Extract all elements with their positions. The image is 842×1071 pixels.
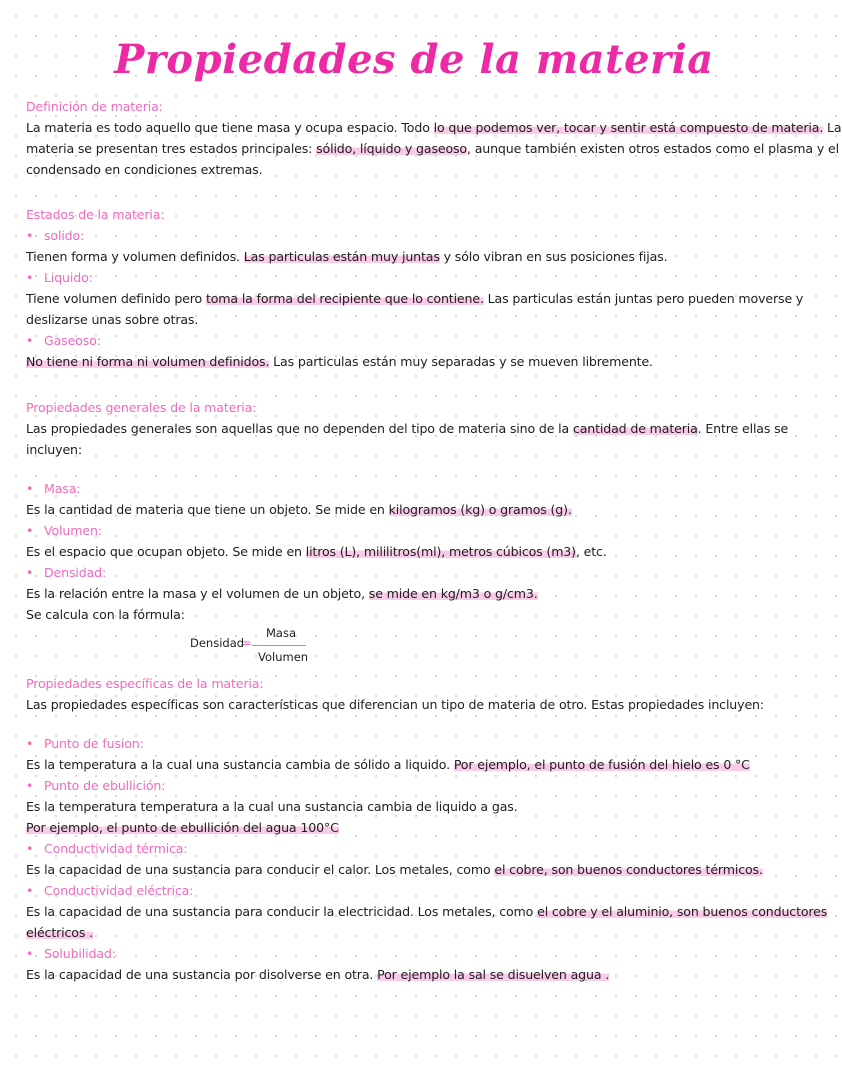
text: Las particulas están juntas pero pueden moverse y bbox=[483, 291, 804, 306]
highlighted-text: el cobre, son buenos conductores térmicos. bbox=[494, 862, 763, 877]
text: , aunque también existen otros estados como el plasma y el bbox=[466, 141, 839, 156]
bullet-icon: • bbox=[26, 841, 34, 856]
bullet-icon: • bbox=[26, 778, 34, 793]
section-definicion bbox=[26, 96, 842, 180]
highlighted-text: No tiene ni forma ni volumen definidos. bbox=[26, 354, 270, 369]
formula-lhs: Densidad bbox=[190, 636, 245, 650]
spacer bbox=[26, 460, 800, 478]
highlighted-text: Por ejemplo la sal se disuelven agua . bbox=[377, 967, 610, 982]
item-label: Conductividad eléctrica: bbox=[44, 883, 194, 898]
formula-numerator: Masa bbox=[266, 626, 297, 640]
paragraph-line bbox=[26, 901, 828, 922]
bullet-icon: • bbox=[26, 228, 34, 243]
text: . Entre ellas se bbox=[697, 421, 789, 436]
paragraph-line: incluyen: bbox=[26, 442, 82, 457]
text: Las particulas están muy separadas y se mueven libremente. bbox=[269, 354, 653, 369]
item-label: Conductividad térmica: bbox=[44, 841, 188, 856]
item-label: Volumen: bbox=[44, 523, 102, 538]
item-label: Punto de ebullición: bbox=[44, 778, 166, 793]
paragraph-line: Las propiedades específicas son características que diferencian un tipo de materia de otro. Estas propiedades incluyen: bbox=[26, 697, 764, 712]
bullet-icon: • bbox=[26, 946, 34, 961]
paragraph-line: Es la temperatura temperatura a la cual una sustancia cambia de liquido a gas. bbox=[26, 799, 518, 814]
bullet-item-termica bbox=[26, 838, 800, 859]
text: Es la temperatura a la cual una sustancia cambia de sólido a liquido. bbox=[26, 757, 454, 772]
section-generales bbox=[26, 397, 800, 625]
bullet-icon: • bbox=[26, 736, 34, 751]
text: Es la capacidad de una sustancia para conducir la electricidad. Los metales, como bbox=[26, 904, 538, 919]
formula-denominator: Volumen bbox=[258, 650, 309, 664]
highlighted-text: Las particulas están muy juntas bbox=[243, 249, 440, 264]
paragraph-line: deslizarse unas sobre otras. bbox=[26, 312, 199, 327]
paragraph-line bbox=[26, 117, 842, 138]
bullet-item-gaseoso bbox=[26, 330, 800, 351]
section-heading: Estados de la materia: bbox=[26, 207, 165, 222]
density-formula bbox=[190, 626, 330, 668]
text: Es la capacidad de una sustancia por disolverse en otra. bbox=[26, 967, 378, 982]
item-label: Masa: bbox=[44, 481, 81, 496]
paragraph-line bbox=[26, 922, 800, 943]
highlighted-text: litros (L), mililitros(ml), metros cúbicos (m3) bbox=[305, 544, 576, 559]
section-heading: Propiedades específicas de la materia: bbox=[26, 676, 264, 691]
bullet-icon: • bbox=[26, 333, 34, 348]
bullet-icon: • bbox=[26, 523, 34, 538]
highlighted-text: toma la forma del recipiente que lo contiene. bbox=[205, 291, 484, 306]
highlighted-text: eléctricos . bbox=[26, 925, 93, 940]
bullet-icon: • bbox=[26, 481, 34, 496]
highlighted-text: cantidad de materia bbox=[572, 421, 698, 436]
bullet-icon: • bbox=[26, 883, 34, 898]
bullet-item-liquido bbox=[26, 267, 800, 288]
paragraph-line bbox=[26, 499, 800, 520]
page-title: Propiedades de la materia bbox=[114, 36, 714, 83]
item-label: solido: bbox=[44, 228, 85, 243]
section-heading: Propiedades generales de la materia: bbox=[26, 400, 257, 415]
highlighted-text: kilogramos (kg) o gramos (g). bbox=[388, 502, 572, 517]
paragraph-line: Se calcula con la fórmula: bbox=[26, 607, 185, 622]
bullet-item-electrica bbox=[26, 880, 800, 901]
text: Las propiedades generales son aquellas que no dependen del tipo de materia sino de la bbox=[26, 421, 573, 436]
text: Es el espacio que ocupan objeto. Se mide en bbox=[26, 544, 306, 559]
bullet-icon: • bbox=[26, 270, 34, 285]
text: La bbox=[823, 120, 842, 135]
bullet-icon: • bbox=[26, 565, 34, 580]
highlighted-text: Por ejemplo, el punto de fusión del hielo es 0 °C bbox=[453, 757, 750, 772]
bullet-item-volumen bbox=[26, 520, 800, 541]
formula-equals: = bbox=[242, 636, 252, 650]
bullet-item-fusion bbox=[26, 733, 800, 754]
text: Tiene volumen definido pero bbox=[26, 291, 206, 306]
section-estados bbox=[26, 204, 804, 372]
highlighted-text: el cobre y el aluminio, son buenos conductores bbox=[537, 904, 828, 919]
paragraph-line bbox=[26, 541, 800, 562]
paragraph-line bbox=[26, 288, 804, 309]
text: Es la relación entre la masa y el volumen de un objeto, bbox=[26, 586, 369, 601]
highlighted-text: Por ejemplo, el punto de ebullición del agua 100°C bbox=[26, 820, 339, 835]
paragraph-line bbox=[26, 418, 800, 439]
bullet-item-solido bbox=[26, 225, 800, 246]
paragraph-line bbox=[26, 964, 800, 985]
highlighted-text: se mide en kg/m3 o g/cm3. bbox=[368, 586, 538, 601]
text: Es la capacidad de una sustancia para conducir el calor. Los metales, como bbox=[26, 862, 495, 877]
paragraph-line bbox=[26, 351, 800, 372]
text: Es la cantidad de materia que tiene un objeto. Se mide en bbox=[26, 502, 389, 517]
text: materia se presentan tres estados principales: bbox=[26, 141, 317, 156]
highlighted-text: lo que podemos ver, tocar y sentir está compuesto de materia. bbox=[433, 120, 824, 135]
text: La materia es todo aquello que tiene masa y ocupa espacio. Todo bbox=[26, 120, 434, 135]
fraction-bar bbox=[252, 645, 306, 646]
item-label: Densidad: bbox=[44, 565, 107, 580]
bullet-item-solubilidad bbox=[26, 943, 800, 964]
spacer bbox=[26, 715, 800, 733]
text: Tienen forma y volumen definidos. bbox=[26, 249, 244, 264]
paragraph-line bbox=[26, 246, 800, 267]
bullet-item-densidad bbox=[26, 562, 800, 583]
paragraph-line bbox=[26, 859, 800, 880]
bullet-item-masa bbox=[26, 478, 800, 499]
section-heading: Definición de materia: bbox=[26, 99, 163, 114]
item-label: Gaseoso: bbox=[44, 333, 101, 348]
section-especificas bbox=[26, 673, 828, 985]
text: , etc. bbox=[575, 544, 607, 559]
paragraph-line: condensado en condiciones extremas. bbox=[26, 162, 263, 177]
paragraph-line bbox=[26, 817, 800, 838]
text: y sólo vibran en sus posiciones fijas. bbox=[439, 249, 668, 264]
paragraph-line bbox=[26, 138, 839, 159]
item-label: Solubilidad: bbox=[44, 946, 116, 961]
paragraph-line bbox=[26, 754, 800, 775]
item-label: Liquido: bbox=[44, 270, 93, 285]
item-label: Punto de fusion: bbox=[44, 736, 144, 751]
highlighted-text: sólido, líquido y gaseoso bbox=[316, 141, 467, 156]
bullet-item-ebullicion bbox=[26, 775, 800, 796]
paragraph-line bbox=[26, 583, 800, 604]
